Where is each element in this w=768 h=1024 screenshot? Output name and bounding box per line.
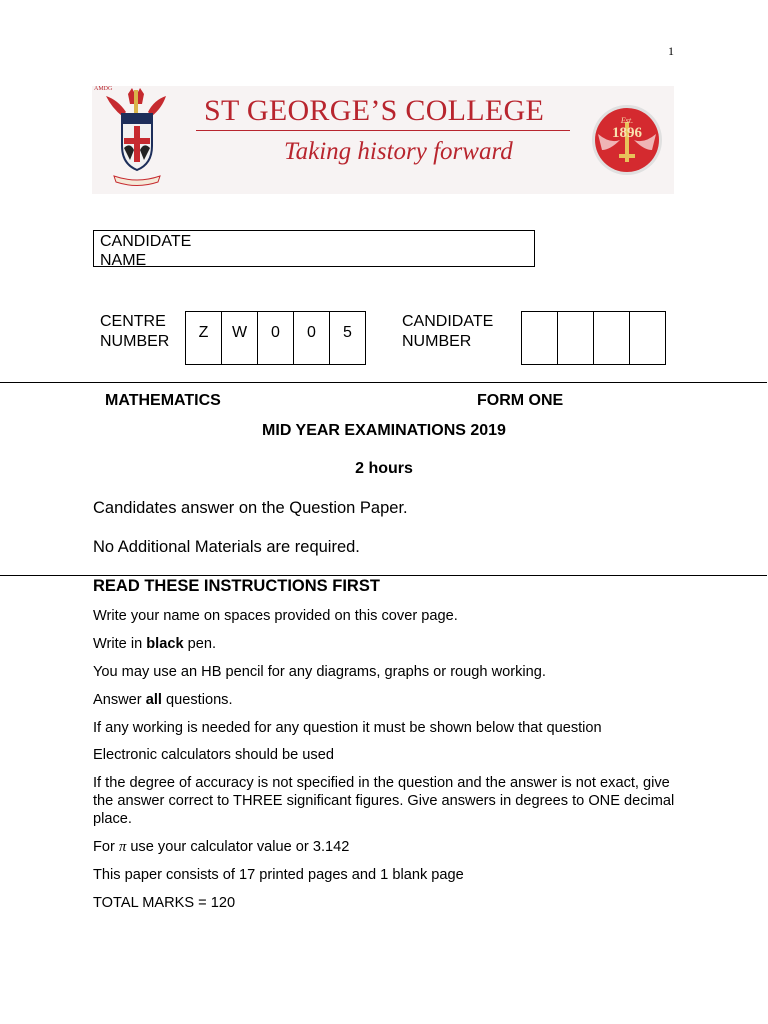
centre-number-label: CENTRE NUMBER <box>100 313 170 350</box>
candidate-digit-box[interactable] <box>594 312 630 364</box>
instruction-paragraph: If the degree of accuracy is not specified in the question and the answer is not exact, give the answer correct to THREE significant figures. Give answers in degrees to ONE decimal place. <box>93 775 675 827</box>
centre-digit: 0 <box>294 312 330 364</box>
candidate-number-boxes <box>521 311 666 365</box>
top-divider <box>0 382 767 383</box>
exam-title: MID YEAR EXAMINATIONS 2019 <box>262 422 506 439</box>
page-number: 1 <box>668 44 674 58</box>
instruction-line: Electronic calculators should be used <box>93 747 334 763</box>
pi-symbol: π <box>118 839 127 855</box>
candidate-digit-box[interactable] <box>558 312 594 364</box>
instruction-line: For π use your calculator value or 3.142 <box>93 839 350 855</box>
bottom-divider <box>0 575 767 576</box>
centre-digit: W <box>222 312 258 364</box>
materials-note: No Additional Materials are required. <box>93 538 360 556</box>
instruction-line: Write in black pen. <box>93 636 217 652</box>
centre-digit: 0 <box>258 312 294 364</box>
college-tagline: Taking history forward <box>284 138 513 165</box>
instruction-line: Write your name on spaces provided on this cover page. <box>93 608 458 624</box>
candidate-name-label: CANDIDATE NAME <box>100 233 192 269</box>
instruction-line: Answer all questions. <box>93 692 233 708</box>
college-crest-icon <box>92 86 182 190</box>
anniversary-seal-icon <box>590 104 664 176</box>
candidate-number-label: CANDIDATE NUMBER <box>402 313 494 350</box>
exam-form: FORM ONE <box>477 392 564 409</box>
exam-duration: 2 hours <box>355 460 413 477</box>
instructions-title: READ THESE INSTRUCTIONS FIRST <box>93 577 380 595</box>
centre-digit: 5 <box>343 324 352 341</box>
banner-divider <box>196 130 570 131</box>
centre-digit: Z <box>186 312 222 364</box>
instruction-line: This paper consists of 17 printed pages and 1 blank page <box>93 867 464 883</box>
centre-number-boxes <box>185 311 366 365</box>
answer-note: Candidates answer on the Question Paper. <box>93 499 408 517</box>
candidate-digit-box[interactable] <box>522 312 558 364</box>
instruction-line: If any working is needed for any question it must be shown below that question <box>93 720 602 736</box>
amdg-text: AMDG <box>94 86 113 92</box>
candidate-digit-box[interactable] <box>630 312 665 364</box>
total-marks: TOTAL MARKS = 120 <box>93 895 236 911</box>
seal-est-text: Est. <box>620 116 634 125</box>
college-name: ST GEORGE’S COLLEGE <box>204 94 545 127</box>
exam-subject: MATHEMATICS <box>105 392 221 409</box>
seal-year-text: 1896 <box>612 125 642 141</box>
instruction-line: You may use an HB pencil for any diagrams, graphs or rough working. <box>93 664 546 680</box>
